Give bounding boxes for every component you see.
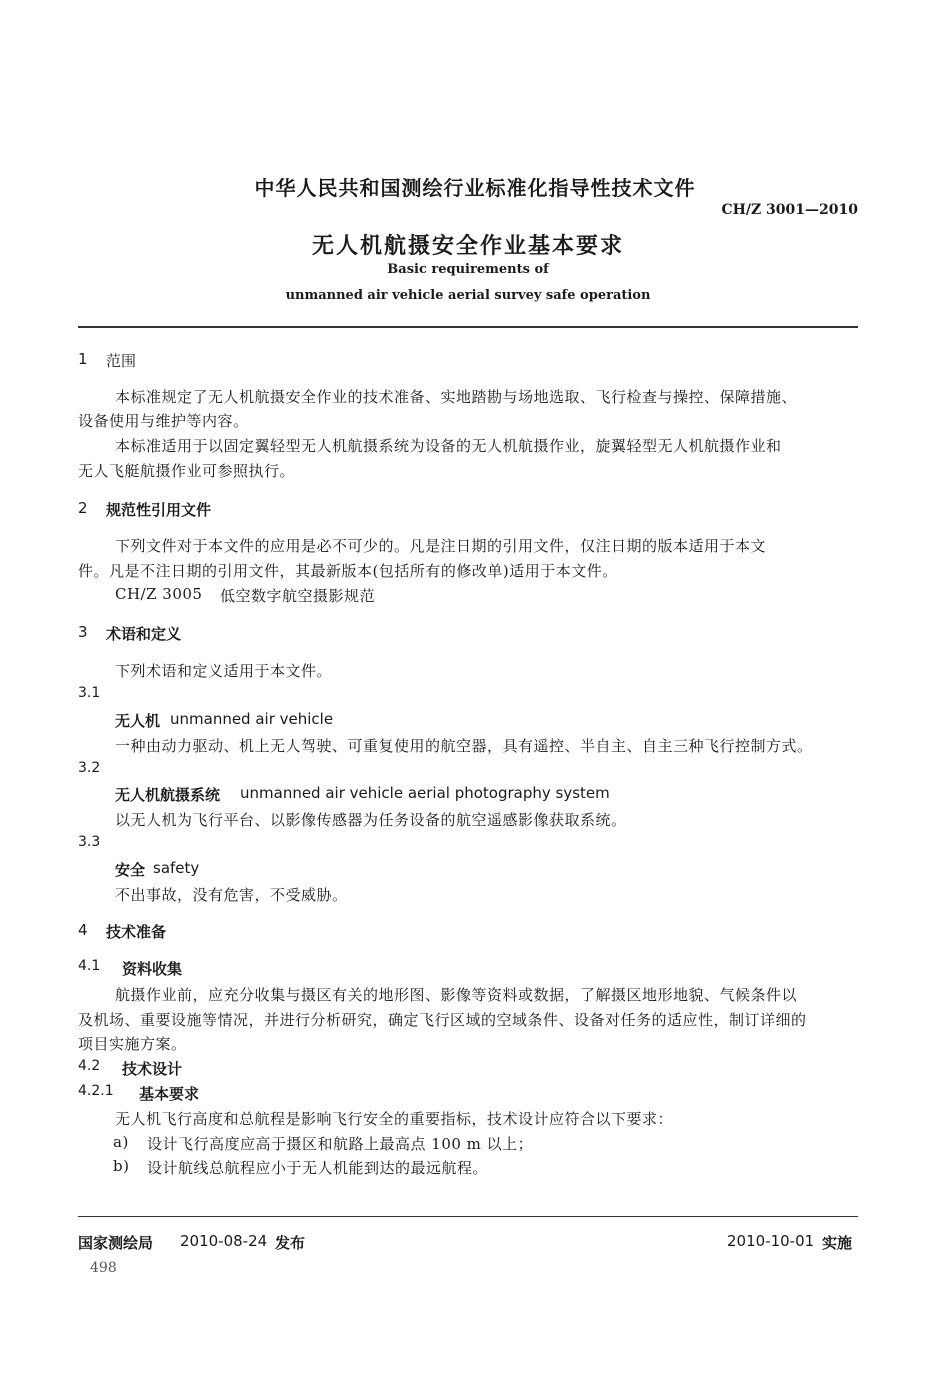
section-4-1-number: 4.1 <box>78 958 101 974</box>
section-2-paragraph-line-1: 下列文件对于本文件的应用是必不可少的。凡是注日期的引用文件，仅注日期的版本适用于本文 <box>115 537 767 555</box>
document-code: CH/Z 3001—2010 <box>721 202 858 218</box>
term-3-2-name: 无人机航摄系统 <box>115 786 221 804</box>
section-1-number: 1 <box>78 350 88 368</box>
section-4-1-line-2: 及机场、重要设施等情况，并进行分析研究，确定飞行区域的空域条件、设备对任务的适应性，制订详细的 <box>78 1011 807 1029</box>
term-3-1-english: unmanned air vehicle <box>170 710 334 728</box>
term-3-1-number: 3.1 <box>78 685 101 701</box>
section-4-2-number: 4.2 <box>78 1058 101 1074</box>
section-4-2-1-intro: 无人机飞行高度和总航程是影响飞行安全的重要指标，技术设计应符合以下要求： <box>115 1110 674 1128</box>
section-3-heading: 术语和定义 <box>106 625 182 643</box>
term-3-1-name: 无人机 <box>115 712 161 730</box>
issuer: 国家测绘局 <box>78 1234 154 1252</box>
term-3-2-number: 3.2 <box>78 760 101 776</box>
list-item-a-text: 设计飞行高度应高于摄区和航路上最高点 100 m 以上； <box>147 1135 534 1153</box>
document-title-cn: 无人机航摄安全作业基本要求 <box>311 234 624 259</box>
list-item-a-label: a) <box>113 1133 129 1151</box>
term-3-1-definition: 一种由动力驱动、机上无人驾驶、可重复使用的航空器，具有遥控、半自主、自主三种飞行控制方式。 <box>115 737 813 755</box>
section-2-heading: 规范性引用文件 <box>106 501 212 519</box>
term-3-3-english: safety <box>153 859 200 877</box>
term-3-3-definition: 不出事故，没有危害，不受威胁。 <box>115 886 348 904</box>
footer-rule <box>78 1216 858 1217</box>
section-1-paragraph-1-line-1: 本标准规定了无人机航摄安全作业的技术准备、实地踏勘与场地选取、飞行检查与操控、保障措施、 <box>115 388 798 406</box>
section-4-2-1-number: 4.2.1 <box>78 1083 114 1099</box>
section-3-intro: 下列术语和定义适用于本文件。 <box>115 662 333 680</box>
section-1-paragraph-2-line-1: 本标准适用于以固定翼轻型无人机航摄系统为设备的无人机航摄作业，旋翼轻型无人机航摄作业和 <box>115 437 782 455</box>
page-number: 498 <box>90 1260 117 1276</box>
section-2-paragraph-line-2: 件。凡是不注日期的引用文件，其最新版本(包括所有的修改单)适用于本文件。 <box>78 562 618 580</box>
reference-title: 低空数字航空摄影规范 <box>220 587 376 605</box>
section-4-2-1-heading: 基本要求 <box>139 1085 200 1103</box>
section-1-paragraph-1-line-2: 设备使用与维护等内容。 <box>78 412 249 430</box>
section-2-number: 2 <box>78 499 88 517</box>
implementation-date: 2010-10-01 <box>727 1232 815 1250</box>
header-rule <box>78 326 858 328</box>
term-3-2-english: unmanned air vehicle aerial photography system <box>240 784 610 802</box>
implementation-label: 实施 <box>822 1234 853 1252</box>
section-4-number: 4 <box>78 921 88 939</box>
section-4-2-heading: 技术设计 <box>122 1060 183 1078</box>
term-3-3-number: 3.3 <box>78 834 101 850</box>
term-3-3-name: 安全 <box>115 861 146 879</box>
section-4-1-line-3: 项目实施方案。 <box>78 1035 187 1053</box>
document-title-en-line1: Basic requirements of <box>387 262 549 277</box>
issue-label: 发布 <box>275 1234 306 1252</box>
section-4-1-heading: 资料收集 <box>122 960 183 978</box>
section-1-paragraph-2-line-2: 无人飞艇航摄作业可参照执行。 <box>78 462 296 480</box>
issue-date: 2010-08-24 <box>180 1232 268 1250</box>
section-3-number: 3 <box>78 623 88 641</box>
section-4-1-line-1: 航摄作业前，应充分收集与摄区有关的地形图、影像等资料或数据，了解摄区地形地貌、气候条件以 <box>115 986 798 1004</box>
list-item-b-label: b) <box>113 1157 130 1175</box>
section-4-heading: 技术准备 <box>106 923 167 941</box>
term-3-2-definition: 以无人机为飞行平台、以影像传感器为任务设备的航空遥感影像获取系统。 <box>115 811 627 829</box>
reference-code: CH/Z 3005 <box>115 585 203 603</box>
section-1-heading: 范围 <box>106 352 137 370</box>
list-item-b-text: 设计航线总航程应小于无人机能到达的最远航程。 <box>147 1159 489 1177</box>
series-title: 中华人民共和国测绘行业标准化指导性技术文件 <box>254 176 696 200</box>
document-title-en-line2: unmanned air vehicle aerial survey safe operation <box>285 288 651 303</box>
